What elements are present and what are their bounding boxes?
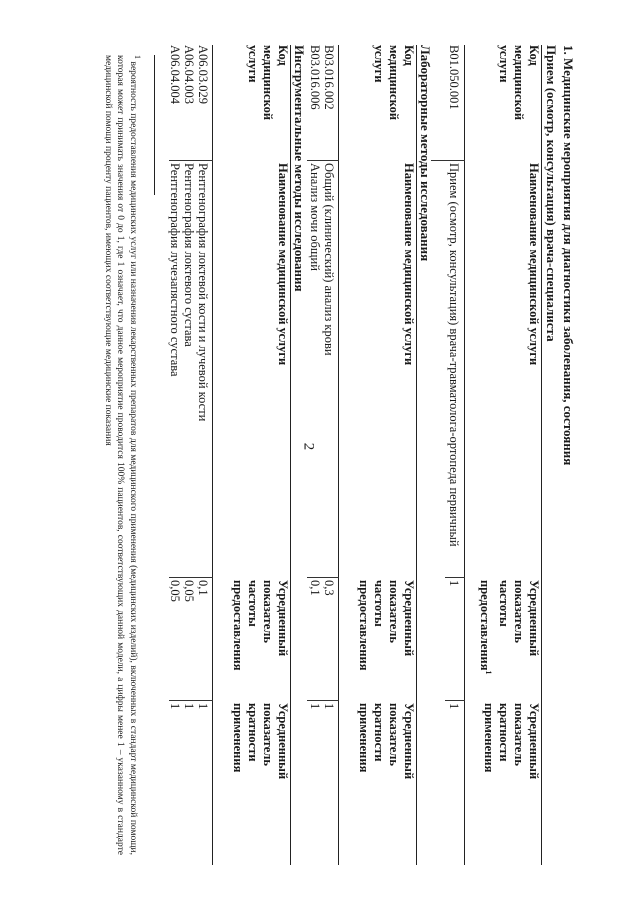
table-cell-name: Рентгенография локтевого сустава xyxy=(182,163,196,347)
document-body xyxy=(75,45,575,865)
table-cell-code: A06.04.003 xyxy=(182,45,196,105)
column-divider xyxy=(445,700,465,701)
column-divider xyxy=(445,577,465,578)
table-cell-code: A06.04.004 xyxy=(168,45,182,105)
table-cell-frequency: 1 xyxy=(447,580,461,587)
table-cell-frequency: 0,3 xyxy=(322,580,336,596)
column-divider xyxy=(169,160,213,161)
column-divider xyxy=(307,577,339,578)
column-header-code: Код медицинской услуги xyxy=(372,45,416,121)
column-divider xyxy=(431,160,465,161)
table-cell-frequency: 0,05 xyxy=(182,580,196,602)
table-cell-multiplicity: 1 xyxy=(168,703,182,710)
table-cell-multiplicity: 1 xyxy=(182,703,196,710)
table-rule xyxy=(290,45,291,865)
table-cell-name: Общий (клинический) анализ крови xyxy=(322,163,336,356)
table-cell-code: B03.016.002 xyxy=(322,45,336,110)
table-rule xyxy=(464,45,465,865)
column-header-multiplicity: Усредненный показатель кратности применения xyxy=(357,703,416,780)
column-divider xyxy=(169,577,213,578)
column-header-code: Код медицинской услуги xyxy=(497,45,541,121)
table-cell-frequency: 0,1 xyxy=(196,580,210,596)
column-header-name: Наименование медицинской услуги xyxy=(402,163,416,366)
footnote xyxy=(101,55,143,855)
column-header-frequency: Усредненный показатель частоты предоставления xyxy=(357,580,416,671)
column-header-frequency: Усредненный показатель частоты предоставления$^1$ xyxy=(477,580,541,675)
table-cell-multiplicity: 1 xyxy=(447,703,461,710)
column-divider xyxy=(169,700,213,701)
footnote-text: вероятность предоставления медицинских услуг или назначения лекарственных препаратов для медицинского применения (медицинских изделий), включенных в стандарт медицинской помощи, которая может принимать значения от 0 до 1, где 1 означает, что данное мероприятие проводится 100% пациентов, соответствующих данной модели, а цифры менее 1 – указанному в стандарте медицинской помощи проценту пациентов, имеющих соответствующие медицинские показания xyxy=(102,55,138,856)
table-cell-code: A06.03.029 xyxy=(196,45,210,105)
footnote-mark: 1 xyxy=(133,55,142,59)
section-title: Прием (осмотр, консультация) врача-специалиста xyxy=(544,45,559,342)
column-header-name: Наименование медицинской услуги xyxy=(527,163,541,366)
page-number: 2 xyxy=(300,442,317,451)
table-cell-code: B01.050.001 xyxy=(447,45,461,110)
table-cell-name: Рентгенография локтевой кости и лучевой кости xyxy=(196,163,210,422)
column-header-code: Код медицинской услуги xyxy=(246,45,290,121)
table-cell-frequency: 0,1 xyxy=(308,580,322,596)
column-divider xyxy=(307,700,339,701)
table-cell-multiplicity: 1 xyxy=(196,703,210,710)
section-title: Лабораторные методы исследования xyxy=(418,45,433,262)
table-cell-name: Анализ мочи общий xyxy=(308,163,322,271)
footnote-rule xyxy=(154,55,155,195)
table-rule xyxy=(416,45,417,865)
page-title: 1. Медицинские мероприятия для диагностики заболевания, состояния xyxy=(561,45,576,466)
table-cell-frequency: 0,05 xyxy=(168,580,182,602)
table-cell-multiplicity: 1 xyxy=(308,703,322,710)
column-header-multiplicity: Усредненный показатель кратности применения xyxy=(231,703,290,780)
table-cell-multiplicity: 1 xyxy=(322,703,336,710)
footnote-ref: 1 xyxy=(484,670,493,675)
table-rule xyxy=(541,45,542,865)
column-header-name: Наименование медицинской услуги xyxy=(276,163,290,366)
section-title: Инструментальные методы исследования xyxy=(292,45,307,292)
table-cell-code: B03.016.006 xyxy=(308,45,322,110)
table-rule xyxy=(338,45,339,865)
column-header-frequency: Усредненный показатель частоты предоставления xyxy=(231,580,290,671)
column-divider xyxy=(307,160,339,161)
table-rule xyxy=(212,45,213,865)
column-header-multiplicity: Усредненный показатель кратности применения xyxy=(482,703,541,780)
table-cell-name: Прием (осмотр, консультация) врача-травматолога-ортопеда первичный xyxy=(447,163,461,547)
table-cell-name: Рентгенография лучезапястного сустава xyxy=(168,163,182,377)
